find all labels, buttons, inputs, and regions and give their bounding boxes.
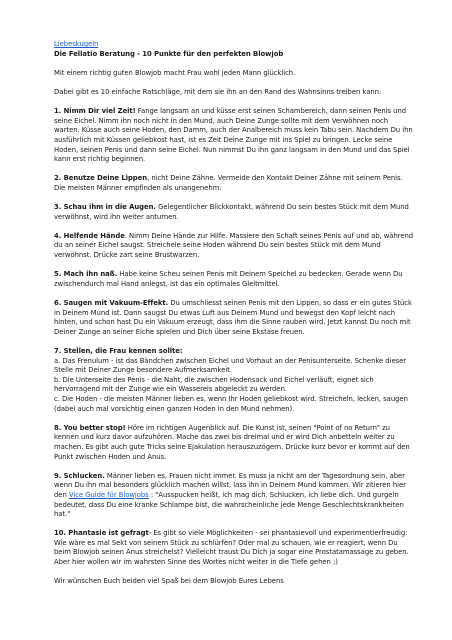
tip-paragraph [54, 232, 414, 261]
tip-paragraph-9 [54, 472, 414, 520]
tip-heading: 3. Schau ihm in die Augen. [54, 203, 156, 212]
tip-paragraph [54, 203, 414, 222]
tip-paragraph-7 [54, 347, 414, 414]
tip-text: Fange langsam an und küsse erst seinen Schambereich, dann seinen Penis und seine Eichel. Nimm ihn noch nicht in den Mund, auch Deine Zunge sollte mit dem Verwöhnen noch warten. Küsse auch seine Hoden, den Damm, auch der Analbereich muss kein Tabu sein. Nachdem Du ihn ausführlich mit Küssen geliebkost hast, ist es Zeit Deine Zunge mit ins Spiel zu bringen. Lecke seine Hoden, seinen Penis und dann seine Eichel. Nun nimmst Du ihn ganz langsam in den Mund und das Spiel kann erst richtig beginnen. [54, 107, 413, 164]
intro-paragraph: Dabei gibt es 10 einfache Ratschläge, mit dem sie ihn an den Rand des Wahnsinns treiben kann: [54, 87, 382, 96]
tip-text: - Es gibt so viele Möglichkeiten - sei phantasievoll und experimentierfreudig: Wie wäre es mal Sekt von seinem Stück zu schlürfen? Oder mal zu schauen, wie er reagiert, wenn Du beim Blowjob seinen Anus streichelst? Vielleicht traust Du Dich ja sogar eine Prostatamassage zu geben. Aber hier wollen wir im wahrsten Sinne des Wortes nicht weiter in die Tiefe gehen ;) [54, 529, 409, 567]
tip-heading: 6. Saugen mit Vakuum-Effekt. [54, 299, 169, 308]
tip-paragraph [54, 299, 414, 337]
tip-text: Du umschliesst seinen Penis mit den Lippen, so dass er ein gutes Stück in Deinem Mund ist. Dann saugst Du etwas Luft aus Deinem Mund und bewegst den Kopf leicht nach hinten, und schon hast Du ein Vakuum erzeugt, dass ihm die Sinne rauben wird. Jetzt kannst Du noch mit Deiner Zunge an seiner Eiche spielen und Dich über seine Ekstase freuen. [54, 299, 412, 336]
tip-heading: 7. Stellen, die Frau kennen sollte: [54, 347, 183, 355]
closing-line: Wir wünschen Euch beiden viel Spaß bei dem Blowjob Eures Lebens [54, 577, 284, 586]
tip-7-line: a. Das Frenulum - ist das Bändchen zwischen Eichel und Vorhaut an der Penisunterseite. Schenke dieser Stelle mit Deiner Zunge besondere Aufmerksamkeit. [54, 356, 407, 375]
tip-text: Höre im richtigen Augenblick auf. Die Kunst ist, seinen "Point of no Return" zu kennen und kurz davor aufzuhören. Mache das zwei bis dreimal und er wird Dich anbetteln weiter zu machen. Es gibt auch gute Tricks seine Ejakulation herauszuzögern. Drücke kurz bevor er kommt auf den Punkt zwischen Hoden und Anus. [54, 423, 410, 461]
tip-text: : "Ausspucken heißt, ich mag dich. Schlucken, ich liebe dich. Und gurgeln bedeutet, dass Du eine kranke Schlampe bist, die wahrscheinliche jede Menge Geschlechtskrankheiten hat." [54, 490, 404, 519]
tip-heading: 8. You better stop! [54, 423, 126, 432]
tip-paragraph [54, 174, 414, 193]
tip-text: Gelegentlicher Blickkontakt, während Du sein bestes Stück mit dem Mund verwöhnst, wird ihn weiter anturnen. [54, 203, 409, 221]
tip-7-line: c. Die Hoden - die meisten Männer lieben es, wenn Ihr Hoden geliebkost wird. Streicheln, lecken, saugen (dabei auch mal vorsichtig einen ganzen Hoden in den Mund nehmen). [54, 394, 408, 413]
intro-paragraph: Mit einem richtig guten Blowjob macht Frau wohl jeden Mann glücklich. [54, 68, 296, 77]
tip-heading: 1. Nimm Dir viel Zeit! [54, 107, 136, 116]
tip-paragraph [54, 424, 414, 462]
tip-heading: 2. Benutze Deine Lippen [54, 174, 148, 183]
vice-guide-link[interactable]: Vice Guide für Blowjobs [68, 490, 149, 499]
liebeskugeln-link[interactable]: Liebeskugeln [54, 40, 99, 48]
tip-text: . Nimm Deine Hände zur Hilfe. Massiere den Schaft seines Penis auf und ab, während du an seiner Eichel saugst. Streichele seine Hoden während Du sein bestes Stück mit dem Mund verwöhnst. Drücke zart seine Brustwarzen. [54, 231, 414, 260]
tip-paragraph [54, 529, 414, 567]
tip-text: , nicht Deine Zähne. Vermeide den Kontakt Deiner Zähne mit seinem Penis. Die meisten Männer empfinden als unangenehm. [54, 174, 403, 192]
tip-text: Habe keine Scheu seinen Penis mit Deinem Speichel zu bedecken. Gerade wenn Du zwischendurch mal Hand anlegst, ist das ein optimales Gleitmittel. [54, 270, 403, 288]
tip-7-line: b. Die Unterseite des Penis - die Naht, die zwischen Hodensack und Eichel verläuft, eignet sich hervorragend mit der Zunge wie ein Wassereis abgeleckt zu werden. [54, 375, 374, 394]
tip-heading: 10. Phantasie ist gefragt [54, 529, 149, 538]
document-title: Die Fellatio Beratung - 10 Punkte für den perfekten Blowjob [54, 49, 284, 58]
tip-paragraph [54, 107, 414, 165]
tip-heading: 5. Mach ihn naß. [54, 270, 118, 279]
tip-paragraph [54, 270, 414, 289]
tip-heading: 9. Schlucken. [54, 471, 105, 480]
tip-text: Männer lieben es, Frauen nicht immer. Es muss ja nicht am der Tagesordnung sein, aber wenn Du ihn mal besonders glücklich machen willst, lass ihn in Deinem Mund kommen. Wir zitieren hier den [54, 471, 406, 499]
tip-heading: 4. Helfende Hände [54, 231, 125, 240]
